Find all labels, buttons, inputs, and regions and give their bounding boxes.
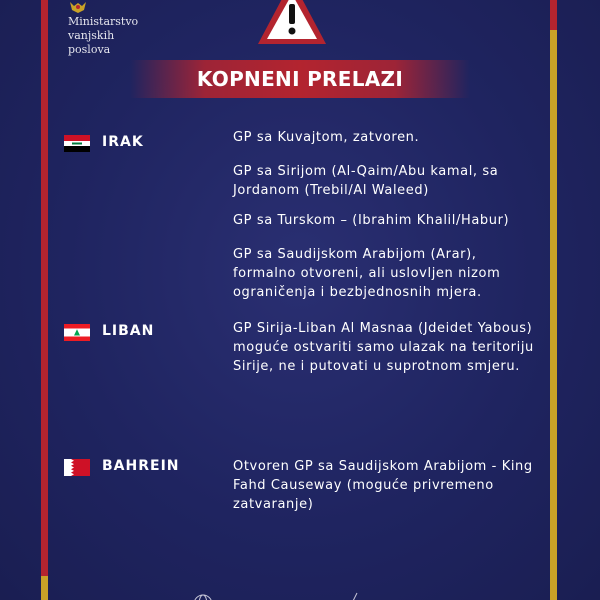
irak-paragraph-4: GP sa Saudijskom Arabijom (Arar), formalno otvoreni, ali uslovljen nizom ograničenja i bezbjednosnih mjera. xyxy=(233,247,501,300)
ministry-line-3: poslova xyxy=(68,43,111,56)
title-band xyxy=(130,60,470,98)
country-label-irak: IRAK xyxy=(102,134,144,150)
ministry-line-1: Ministarstvo xyxy=(68,15,139,28)
irak-paragraph-3: GP sa Turskom – (Ibrahim Khalil/Habur) xyxy=(233,213,510,228)
crest-icon xyxy=(68,0,88,14)
irak-paragraph-2: GP sa Sirijom (Al-Qaim/Abu kamal, sa Jordanom (Trebil/Al Waleed) xyxy=(233,164,499,198)
country-label-liban: LIBAN xyxy=(102,323,155,339)
ministry-line-2: vanjskih xyxy=(68,29,115,42)
left-accent-bar xyxy=(41,0,48,600)
right-accent-bar xyxy=(550,0,557,600)
bahrain-flag-icon xyxy=(64,459,90,476)
liban-paragraph-1: GP Sirija-Liban Al Masnaa (Jdeidet Yabous) moguće ostvariti samo ulazak na teritoriju Sirije, ne i putovati u suprotnom smjeru. xyxy=(233,321,534,374)
ministry-name xyxy=(68,15,158,57)
irak-paragraph-1: GP sa Kuvajtom, zatvoren. xyxy=(233,130,420,145)
warning-icon xyxy=(256,0,328,46)
page-title: KOPNENI PRELAZI xyxy=(196,67,404,91)
country-label-bahrein: BAHREIN xyxy=(102,458,180,474)
iraq-flag-icon xyxy=(64,135,90,152)
lebanon-flag-icon xyxy=(64,324,90,341)
globe-icon xyxy=(192,593,214,600)
slash-mark-icon xyxy=(350,592,360,600)
bahrein-paragraph-1: Otvoren GP sa Saudijskom Arabijom - King Fahd Causeway (moguće privremeno zatvaranje) xyxy=(233,459,533,512)
